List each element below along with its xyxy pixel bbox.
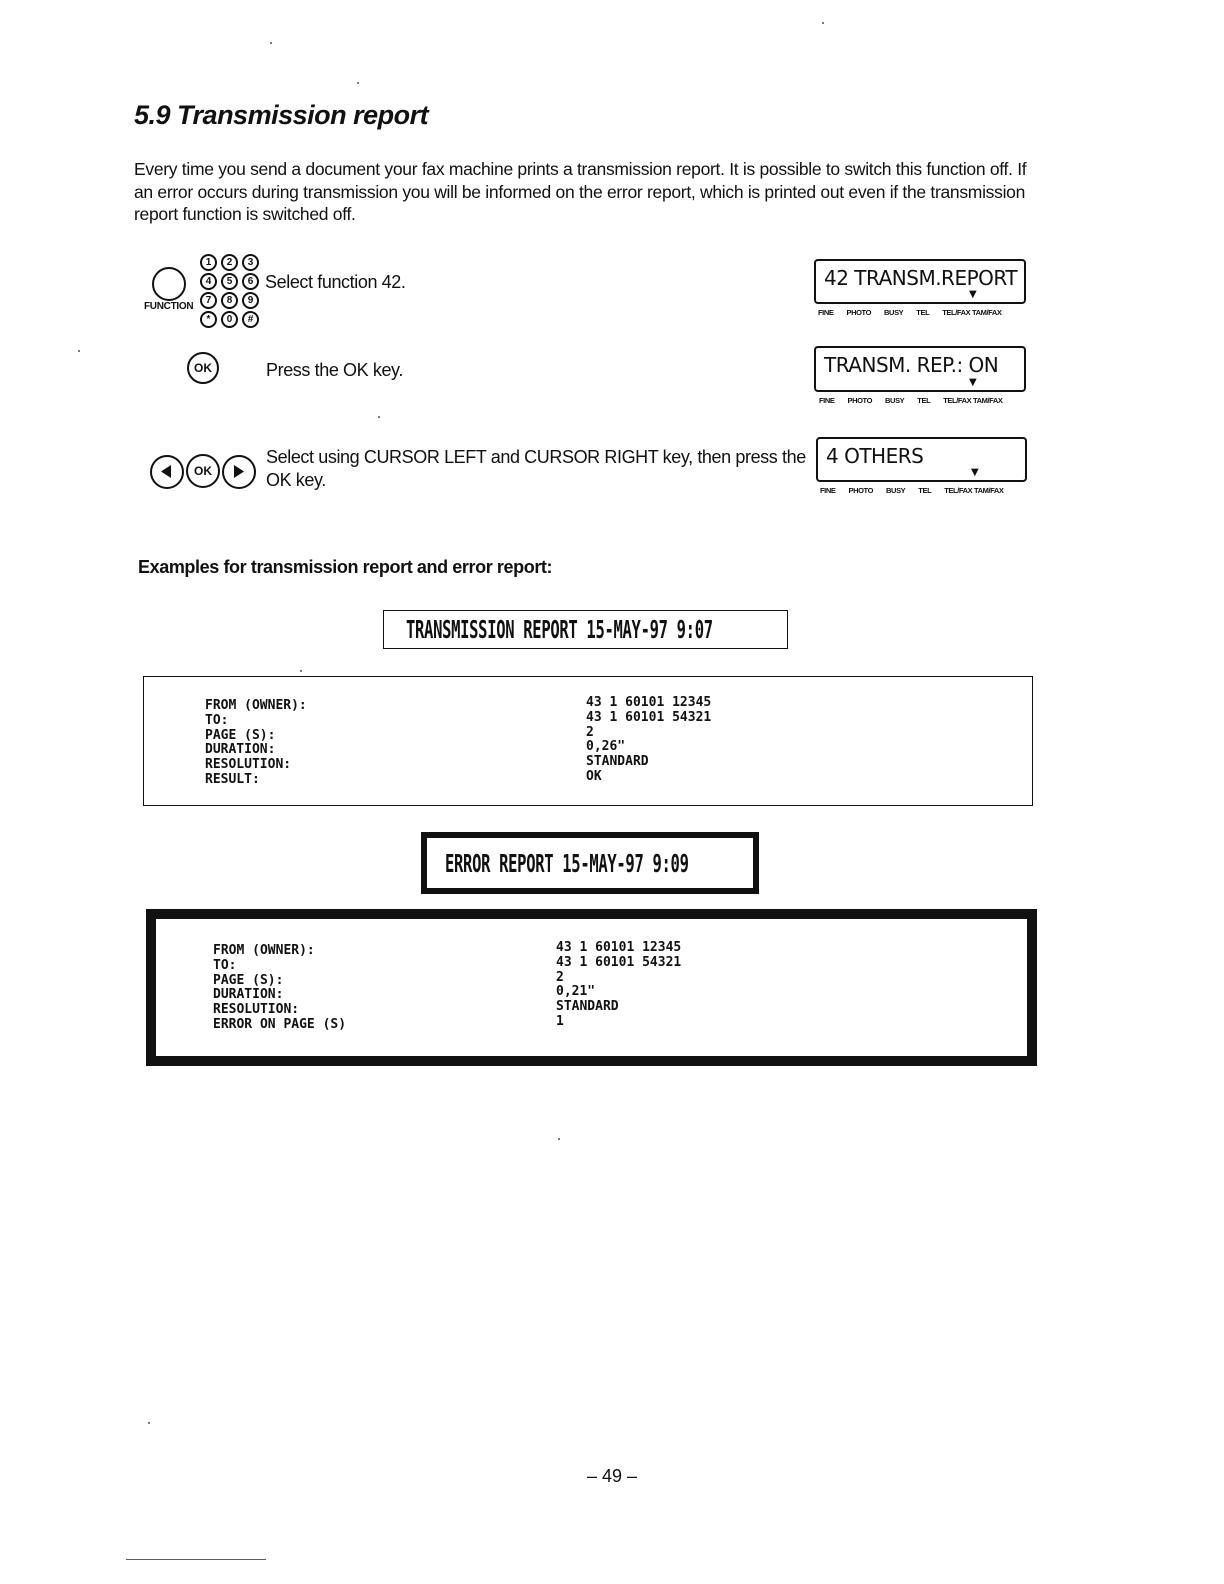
ok-key-icon <box>187 352 219 384</box>
keypad-key-4: 4 <box>200 273 217 290</box>
report-value: 1 <box>556 1013 564 1029</box>
keypad-key-9: 9 <box>242 292 259 309</box>
indicator-tel: TEL <box>918 486 932 495</box>
scan-speck <box>558 1138 560 1140</box>
indicator-row-3 <box>820 486 1017 495</box>
keypad-key-3: 3 <box>242 254 259 271</box>
lcd-display-3 <box>816 437 1027 482</box>
report-value: 0,26" <box>586 739 626 755</box>
indicator-telfax: TEL/FAX TAM/FAX <box>944 486 1004 495</box>
report-label: TO: <box>205 712 229 728</box>
lcd-display-1 <box>814 259 1026 304</box>
transmission-report-values <box>586 696 711 785</box>
examples-heading: Examples for transmission report and error report: <box>138 557 553 577</box>
report-label: FROM (OWNER): <box>205 698 307 713</box>
keypad-key-0: 0 <box>221 311 238 328</box>
indicator-tel: TEL <box>916 308 930 317</box>
lcd-display-3-text: 4 OTHERS <box>826 444 924 468</box>
function-key-icon <box>152 267 186 301</box>
keypad-key-5: 5 <box>221 273 238 290</box>
error-report-labels <box>213 944 346 1033</box>
indicator-busy: BUSY <box>886 486 906 495</box>
report-label: DURATION: <box>205 742 276 758</box>
transmission-report-box <box>143 676 1033 806</box>
lcd-arrow-icon: ▼ <box>969 289 977 300</box>
keypad-key-star: * <box>200 311 217 328</box>
indicator-fine: FINE <box>820 486 836 495</box>
ok-key-label: OK <box>194 361 212 375</box>
indicator-tel: TEL <box>917 396 931 405</box>
report-label: TO: <box>213 957 237 973</box>
ok-key-label: OK <box>194 464 212 478</box>
report-label: RESOLUTION: <box>213 1002 300 1018</box>
report-value: 43 1 60101 54321 <box>556 954 682 970</box>
keypad-key-2: 2 <box>221 254 238 271</box>
indicator-fine: FINE <box>819 396 835 405</box>
lcd-display-2-text: TRANSM. REP.: ON <box>824 353 999 377</box>
scan-speck <box>378 416 380 418</box>
report-value: 2 <box>556 969 564 985</box>
report-value: 0,21" <box>556 984 596 1000</box>
lcd-display-2 <box>814 346 1026 392</box>
error-report-values <box>556 941 681 1030</box>
keypad-key-8: 8 <box>221 292 238 309</box>
cursor-right-icon <box>222 455 256 489</box>
lcd-display-1-text: 42 TRANSM.REPORT <box>824 266 1018 290</box>
cursor-left-icon <box>150 455 184 489</box>
report-value: STANDARD <box>556 999 619 1015</box>
scan-line <box>126 1559 266 1560</box>
error-report-title-box <box>421 832 759 894</box>
report-value: 43 1 60101 12345 <box>556 940 682 955</box>
report-value: OK <box>586 768 602 784</box>
report-value: 2 <box>586 724 594 740</box>
transmission-report-labels <box>205 699 307 788</box>
keypad-key-6: 6 <box>242 273 259 290</box>
indicator-row-1 <box>818 308 1015 317</box>
keypad-key-hash: # <box>242 311 259 328</box>
indicator-telfax: TEL/FAX TAM/FAX <box>942 308 1002 317</box>
report-label: FROM (OWNER): <box>213 943 315 958</box>
transmission-report-title: TRANSMISSION REPORT 15-MAY-97 9:07 <box>406 615 713 644</box>
indicator-photo: PHOTO <box>848 486 874 495</box>
report-label: RESULT: <box>205 771 260 787</box>
indicator-busy: BUSY <box>885 396 905 405</box>
function-key-label: FUNCTION <box>144 301 194 312</box>
scan-speck <box>78 350 80 352</box>
indicator-photo: PHOTO <box>847 396 873 405</box>
page-number: – 49 – <box>586 1466 638 1486</box>
scan-speck <box>148 1422 150 1424</box>
scan-speck <box>357 82 359 84</box>
report-label: RESOLUTION: <box>205 757 292 773</box>
intro-paragraph: Every time you send a document your fax machine prints a transmission report. It is possible to switch this function off. If an error occurs during transmission you will be informed on the error report, which is printed out even if the transmission report function is switched off. <box>134 159 1027 224</box>
ok-key-icon <box>186 454 220 488</box>
step-3-text: Select using CURSOR LEFT and CURSOR RIGHT key, then press the OK key. <box>266 447 806 490</box>
indicator-photo: PHOTO <box>846 308 872 317</box>
keypad-key-7: 7 <box>200 292 217 309</box>
keypad-key-1: 1 <box>200 254 217 271</box>
indicator-fine: FINE <box>818 308 834 317</box>
lcd-arrow-icon: ▼ <box>971 467 979 478</box>
report-label: PAGE (S): <box>205 727 276 743</box>
step-1-text: Select function 42. <box>265 272 406 292</box>
report-value: 43 1 60101 12345 <box>586 695 712 710</box>
report-label: ERROR ON PAGE (S) <box>213 1016 347 1032</box>
step-2-text: Press the OK key. <box>266 360 403 380</box>
error-report-title: ERROR REPORT 15-MAY-97 9:09 <box>445 848 689 878</box>
report-label: DURATION: <box>213 987 284 1003</box>
indicator-busy: BUSY <box>884 308 904 317</box>
report-value: 43 1 60101 54321 <box>586 709 712 725</box>
scan-speck <box>270 42 272 44</box>
error-report-box <box>146 909 1037 1066</box>
indicator-row-2 <box>819 396 1016 405</box>
section-heading: 5.9 Transmission report <box>134 100 429 130</box>
transmission-report-title-box <box>383 610 788 649</box>
report-label: PAGE (S): <box>213 972 284 988</box>
report-value: STANDARD <box>586 754 649 770</box>
scan-speck <box>300 670 302 672</box>
lcd-arrow-icon: ▼ <box>969 377 977 388</box>
scan-speck <box>822 22 824 24</box>
indicator-telfax: TEL/FAX TAM/FAX <box>943 396 1003 405</box>
